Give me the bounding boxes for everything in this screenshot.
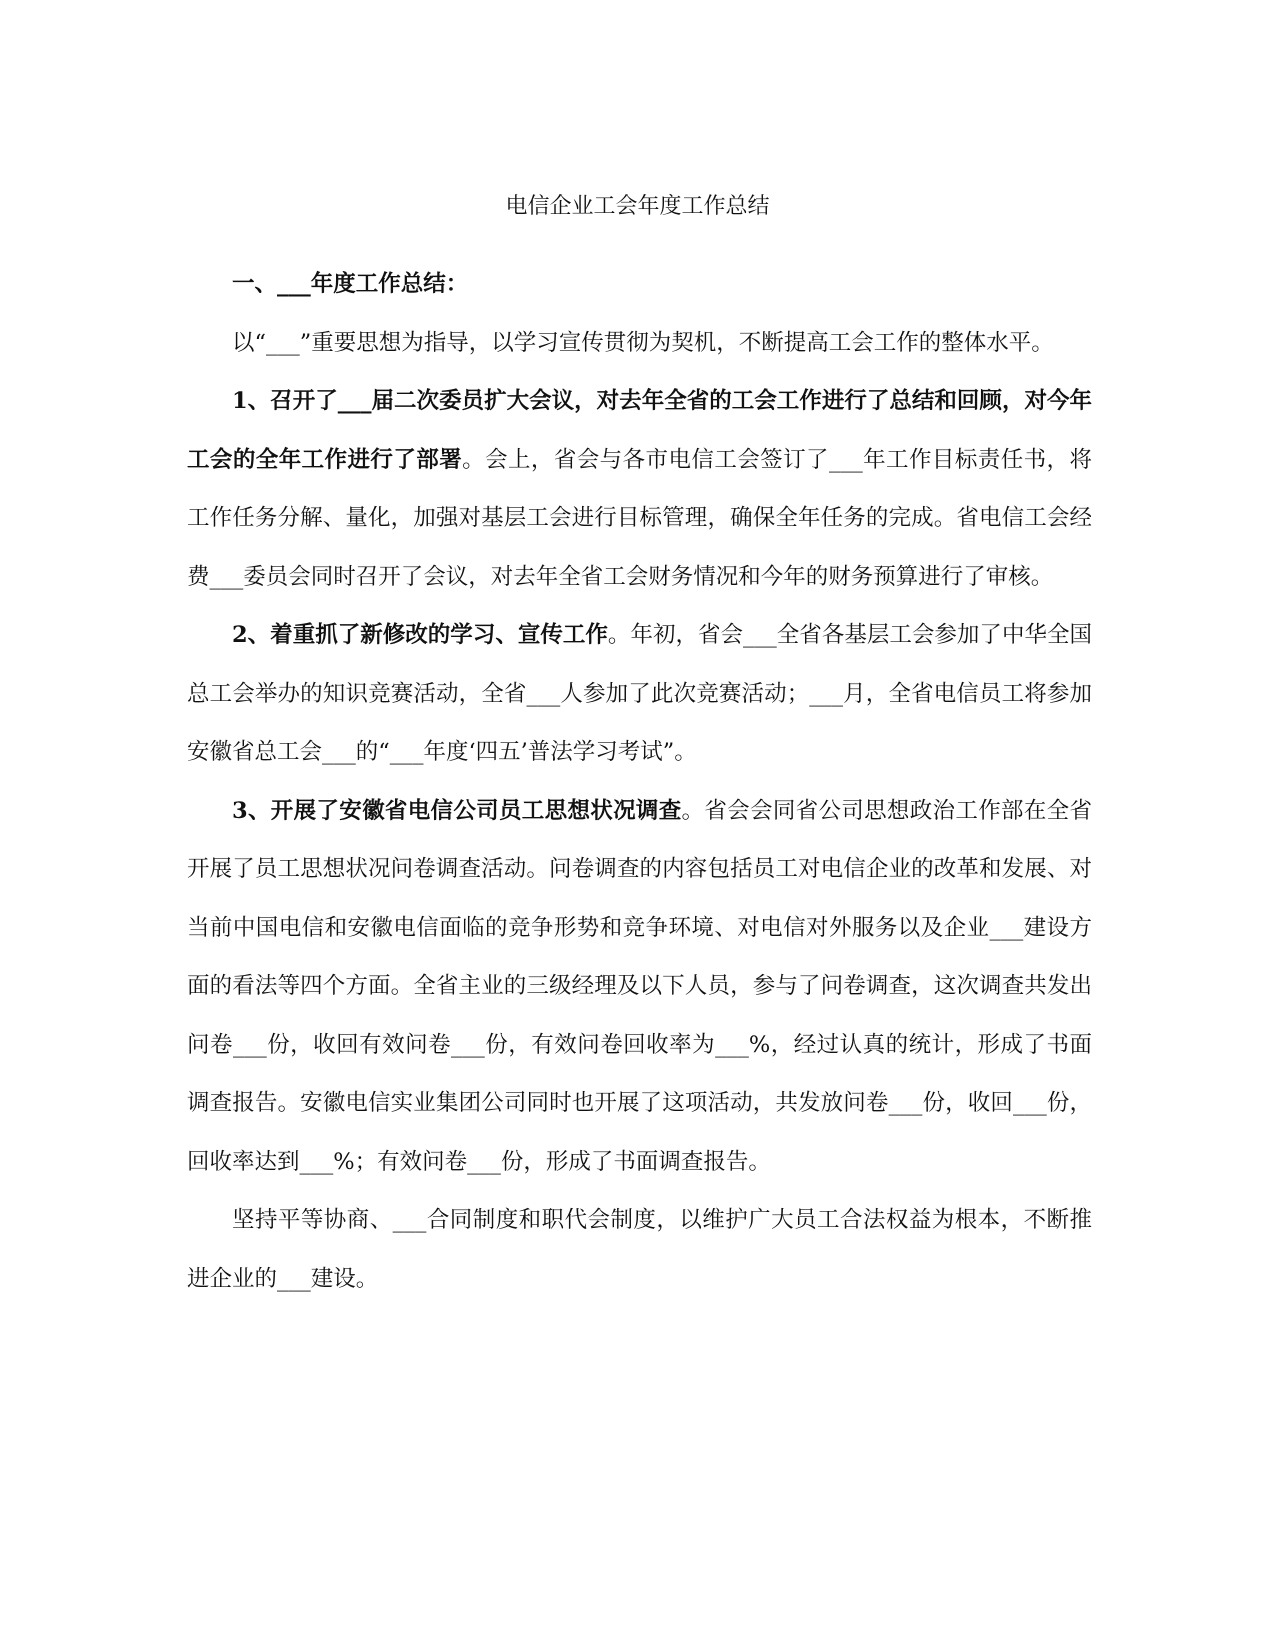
section-heading: 一、___年度工作总结： xyxy=(232,271,469,297)
item-3-lead: 3、开展了安徽省电信公司员工思想状况调查 xyxy=(232,797,682,824)
document-body xyxy=(187,255,1092,1308)
item-3-body: 。省会会同省公司思想政治工作部在全省开展了员工思想状况问卷调查活动。问卷调查的内容包括员工对电信企业的改革和发展、对当前中国电信和安徽电信面临的竞争形势和竞争环境、对电信对外服务以及企业___建设方面的看法等四个方面。全省主业的三级经理及以下人员，参与了问卷调查，这次调查共发出问卷___份，收回有效问卷___份，有效问卷回收率为___%，经过认真的统计，形成了书面调查报告。安徽电信实业集团公司同时也开展了这项活动，共发放问卷___份，收回___份，回收率达到___%；有效问卷___份，形成了书面调查报告。 xyxy=(187,797,1092,1175)
item-1-lead: 1、召开了___届二次委员扩大会议，对去年全省的工会工作进行了总结和回顾，对今年工会的全年工作进行了部署 xyxy=(187,388,1092,473)
item-1-body: 。会上，省会与各市电信工会签订了___年工作目标责任书，将工作任务分解、量化，加强对基层工会进行目标管理，确保全年任务的完成。省电信工会经费___委员会同时召开了会议，对去年全省工会财务情况和今年的财务预算进行了审核。 xyxy=(187,446,1092,590)
item-2-body: 。年初，省会___全省各基层工会参加了中华全国总工会举办的知识竞赛活动，全省___人参加了此次竞赛活动；___月，全省电信员工将参加安徽省总工会___的“___年度‘四五’普法学习考试”。 xyxy=(187,622,1092,765)
closing-paragraph: 坚持平等协商、___合同制度和职代会制度，以维护广大员工合法权益为根本，不断推进企业的___建设。 xyxy=(187,1207,1092,1292)
document-title: 电信企业工会年度工作总结 xyxy=(505,194,770,219)
item-2-lead: 2、着重抓了新修改的学习、宣传工作 xyxy=(232,622,608,648)
item-1-paragraph xyxy=(187,372,1092,606)
item-3-paragraph xyxy=(187,782,1092,1192)
intro-paragraph: 以“___”重要思想为指导，以学习宣传贯彻为契机，不断提高工会工作的整体水平。 xyxy=(232,329,1054,356)
item-2-paragraph xyxy=(187,606,1092,782)
